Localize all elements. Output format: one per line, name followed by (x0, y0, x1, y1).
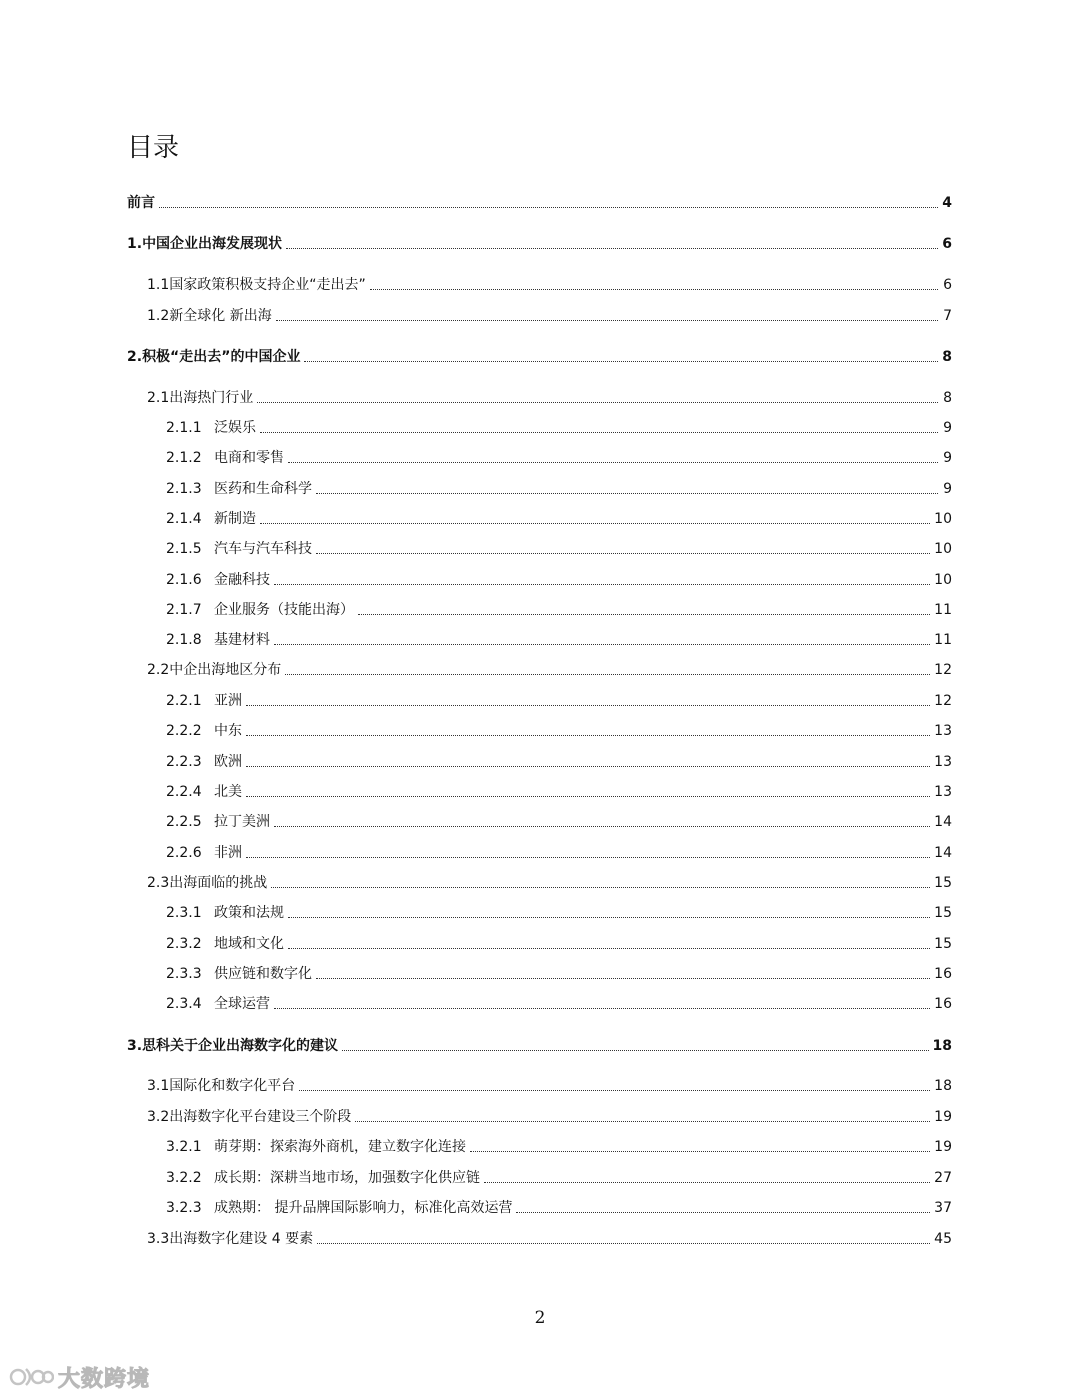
toc-entry-number: 2.2.2 (166, 723, 202, 739)
toc-entry-heading (147, 1229, 313, 1249)
toc-entry-page: 6 (942, 236, 952, 252)
toc-entry-heading (166, 964, 312, 984)
toc-entry-label: 金融科技 (214, 572, 270, 588)
toc-entry-number: 3.2 (147, 1109, 170, 1125)
toc-entry-heading (166, 1168, 480, 1188)
toc-entry-label: 国际化和数字化平台 (169, 1078, 296, 1094)
toc-entry-heading (166, 479, 312, 499)
toc-entry[interactable] (0, 871, 1080, 893)
toc-dot-leader (316, 977, 930, 979)
toc-dot-leader (246, 704, 930, 706)
toc-entry-heading (166, 994, 270, 1014)
toc-entry-label: 思科关于企业出海数字化的建议 (142, 1038, 339, 1054)
toc-entry-label: 亚洲 (214, 693, 242, 709)
toc-dot-leader (342, 1049, 928, 1051)
toc-entry[interactable] (0, 537, 1080, 559)
toc-entry-label: 基建材料 (214, 632, 270, 648)
toc-entry-label: 出海面临的挑战 (169, 875, 268, 891)
toc-dot-leader (257, 401, 938, 403)
toc-entry[interactable] (0, 810, 1080, 832)
toc-entry-page: 45 (934, 1231, 952, 1247)
toc-entry-page: 7 (943, 308, 952, 324)
toc-entry-label: 政策和法规 (214, 905, 284, 921)
toc-entry-number: 2.3.1 (166, 905, 202, 921)
toc-entry-heading (166, 1137, 466, 1157)
toc-entry-page: 8 (942, 349, 952, 365)
toc-entry-heading (166, 539, 312, 559)
toc-entry-number: 2.2.5 (166, 814, 202, 830)
toc-entry-number: 3.2.1 (166, 1139, 202, 1155)
toc-entry-label: 国家政策积极支持企业“走出去” (169, 277, 366, 293)
toc-dot-leader (288, 947, 930, 949)
toc-entry[interactable] (0, 750, 1080, 772)
toc-entry-page: 6 (943, 277, 952, 293)
toc-entry-heading (166, 448, 284, 468)
toc-entry-label: 泛娱乐 (214, 420, 256, 436)
toc-entry-label: 新全球化 新出海 (169, 308, 272, 324)
toc-dot-leader (246, 856, 930, 858)
toc-entry-heading (127, 234, 282, 254)
toc-entry-heading (147, 1107, 351, 1127)
toc-entry-number: 2.1.7 (166, 602, 202, 618)
toc-entry-page: 10 (934, 511, 952, 527)
toc-entry-label: 出海热门行业 (169, 390, 254, 406)
toc-dot-leader (260, 431, 938, 433)
toc-dot-leader (286, 247, 938, 249)
toc-entry[interactable] (0, 477, 1080, 499)
toc-entry-label: 中企出海地区分布 (169, 662, 282, 678)
toc-dot-leader (317, 1242, 930, 1244)
toc-entry-label: 前言 (127, 195, 155, 211)
toc-entry-label: 成熟期： 提升品牌国际影响力，标准化高效运营 (214, 1200, 513, 1216)
toc-entry-label: 企业服务（技能出海） (214, 602, 354, 618)
toc-entry-label: 欧洲 (214, 754, 242, 770)
toc-entry-page: 15 (934, 905, 952, 921)
toc-entry-page: 11 (934, 602, 952, 618)
toc-entry-heading (166, 721, 242, 741)
toc-entry-page: 14 (934, 845, 952, 861)
toc-entry-number: 2.1.6 (166, 572, 202, 588)
toc-entry-page: 19 (934, 1109, 952, 1125)
toc-entry-page: 13 (934, 754, 952, 770)
toc-dot-leader (274, 825, 930, 827)
toc-dot-leader (484, 1181, 930, 1183)
toc-dot-leader (516, 1211, 930, 1213)
toc-entry[interactable] (0, 1135, 1080, 1157)
toc-entry-page: 27 (934, 1170, 952, 1186)
toc-dot-leader (274, 583, 930, 585)
toc-entry-page: 19 (934, 1139, 952, 1155)
toc-entry-page: 9 (943, 420, 952, 436)
toc-entry[interactable] (0, 1166, 1080, 1188)
toc-entry-label: 积极“走出去”的中国企业 (142, 349, 301, 365)
toc-entry-label: 拉丁美洲 (214, 814, 270, 830)
toc-dot-leader (274, 643, 930, 645)
toc-dot-leader (316, 492, 938, 494)
page-title: 目录 (127, 133, 180, 163)
toc-entry-number: 2.3.4 (166, 996, 202, 1012)
toc-entry[interactable] (0, 304, 1080, 326)
toc-entry-page: 13 (934, 723, 952, 739)
toc-entry-heading (166, 1198, 512, 1218)
toc-entry-heading (147, 275, 366, 295)
toc-entry-page: 18 (932, 1038, 952, 1054)
toc-dot-leader (355, 1120, 930, 1122)
toc-entry-page: 18 (934, 1078, 952, 1094)
toc-entry-number: 2.2.4 (166, 784, 202, 800)
toc-entry-label: 非洲 (214, 845, 242, 861)
toc-entry[interactable] (0, 507, 1080, 529)
toc-dot-leader (288, 916, 930, 918)
toc-entry-number: 3.2.2 (166, 1170, 202, 1186)
toc-entry-number: 2.2 (147, 662, 170, 678)
toc-dot-leader (276, 319, 938, 321)
toc-entry-number: 3.2.3 (166, 1200, 202, 1216)
toc-entry-heading (166, 782, 242, 802)
toc-entry[interactable] (0, 191, 1080, 213)
toc-entry-label: 萌芽期：探索海外商机，建立数字化连接 (214, 1139, 466, 1155)
toc-entry-number: 2.2.1 (166, 693, 202, 709)
toc-entry[interactable] (0, 780, 1080, 802)
toc-entry-heading (166, 934, 284, 954)
toc-entry-number: 2.1.4 (166, 511, 202, 527)
toc-entry-label: 供应链和数字化 (214, 966, 312, 982)
toc-dot-leader (304, 360, 938, 362)
toc-entry-page: 8 (943, 390, 952, 406)
toc-entry-heading (127, 1036, 338, 1056)
toc-entry-heading (147, 1076, 295, 1096)
toc-entry[interactable] (0, 719, 1080, 741)
toc-entry-label: 出海数字化建设 4 要素 (169, 1231, 314, 1247)
toc-entry-heading (166, 752, 242, 772)
toc-entry[interactable] (0, 1227, 1080, 1249)
toc-entry[interactable] (0, 416, 1080, 438)
toc-entry-page: 12 (934, 662, 952, 678)
toc-entry[interactable] (0, 658, 1080, 680)
toc-entry-heading (166, 570, 270, 590)
toc-entry-label: 地域和文化 (214, 936, 284, 952)
toc-entry-page: 15 (934, 936, 952, 952)
toc-dot-leader (285, 673, 930, 675)
toc-entry-number: 2.1.5 (166, 541, 202, 557)
toc-entry[interactable] (0, 932, 1080, 954)
toc-entry-label: 成长期：深耕当地市场，加强数字化供应链 (214, 1170, 480, 1186)
toc-entry-label: 电商和零售 (214, 450, 284, 466)
toc-entry[interactable] (0, 1105, 1080, 1127)
toc-entry[interactable] (0, 628, 1080, 650)
toc-entry-page: 16 (934, 996, 952, 1012)
toc-dot-leader (470, 1150, 930, 1152)
toc-entry-heading (166, 812, 270, 832)
toc-entry-number: 2.2.6 (166, 845, 202, 861)
toc-entry[interactable] (0, 841, 1080, 863)
toc-dot-leader (358, 613, 930, 615)
toc-dot-leader (159, 206, 938, 208)
toc-entry-number: 1. (127, 236, 143, 252)
toc-entry[interactable] (0, 1074, 1080, 1096)
toc-entry-page: 10 (934, 541, 952, 557)
toc-dot-leader (316, 552, 930, 554)
toc-dot-leader (246, 795, 930, 797)
toc-entry-label: 新制造 (214, 511, 256, 527)
toc-dot-leader (288, 461, 938, 463)
toc-entry-number: 3.3 (147, 1231, 170, 1247)
toc-entry-label: 中国企业出海发展现状 (142, 236, 283, 252)
toc-entry-number: 1.2 (147, 308, 170, 324)
toc-entry-number: 2.3.3 (166, 966, 202, 982)
toc-entry-heading (147, 388, 253, 408)
toc-entry-number: 2.2.3 (166, 754, 202, 770)
toc-entry-number: 2.1.3 (166, 481, 202, 497)
toc-entry-number: 1.1 (147, 277, 170, 293)
toc-entry[interactable] (0, 1196, 1080, 1218)
toc-entry-label: 全球运营 (214, 996, 270, 1012)
toc-entry-page: 4 (942, 195, 952, 211)
toc-entry-number: 2.1 (147, 390, 170, 406)
toc-entry-label: 北美 (214, 784, 242, 800)
watermark (8, 1362, 150, 1392)
watermark-text: 大数跨境 (58, 1366, 151, 1392)
watermark-logo-icon (8, 1363, 54, 1391)
toc-entry-heading (166, 509, 256, 529)
toc-entry[interactable] (0, 1034, 1080, 1056)
toc-dot-leader (246, 765, 930, 767)
toc-entry-heading (127, 193, 155, 213)
toc-dot-leader (299, 1089, 930, 1091)
toc-entry-heading (147, 873, 267, 893)
toc-entry-number: 2.3 (147, 875, 170, 891)
toc-entry-page: 37 (934, 1200, 952, 1216)
toc-entry[interactable] (0, 689, 1080, 711)
toc-entry[interactable] (0, 345, 1080, 367)
toc-dot-leader (246, 734, 930, 736)
toc-entry[interactable] (0, 568, 1080, 590)
toc-dot-leader (271, 886, 930, 888)
toc-entry[interactable] (0, 273, 1080, 295)
toc-entry-heading (166, 691, 242, 711)
toc-entry[interactable] (0, 386, 1080, 408)
toc-entry[interactable] (0, 446, 1080, 468)
toc-entry-page: 13 (934, 784, 952, 800)
toc-entry[interactable] (0, 901, 1080, 923)
toc-dot-leader (260, 522, 930, 524)
toc-entry-page: 15 (934, 875, 952, 891)
toc-entry-page: 10 (934, 572, 952, 588)
toc-entry-heading (166, 418, 256, 438)
page-number: 2 (534, 1308, 546, 1328)
toc-entry-number: 2.3.2 (166, 936, 202, 952)
toc-entry-page: 12 (934, 693, 952, 709)
toc-entry[interactable] (0, 992, 1080, 1014)
toc-entry-label: 汽车与汽车科技 (214, 541, 312, 557)
toc-entry-heading (147, 306, 272, 326)
toc-entry-heading (166, 630, 270, 650)
toc-entry-number: 2. (127, 349, 143, 365)
toc-entry-heading (166, 903, 284, 923)
toc-entry-number: 3.1 (147, 1078, 170, 1094)
toc-entry[interactable] (0, 962, 1080, 984)
toc-entry-page: 11 (934, 632, 952, 648)
toc-entry-label: 出海数字化平台建设三个阶段 (169, 1109, 352, 1125)
toc-entry-heading (127, 347, 300, 367)
toc-entry-page: 16 (934, 966, 952, 982)
toc-entry-label: 中东 (214, 723, 242, 739)
toc-entry-heading (166, 843, 242, 863)
toc-entry-label: 医药和生命科学 (214, 481, 312, 497)
toc-entry-page: 9 (943, 481, 952, 497)
toc-entry[interactable] (0, 232, 1080, 254)
toc-entry-page: 9 (943, 450, 952, 466)
toc-entry-heading (147, 660, 281, 680)
toc-entry-number: 2.1.2 (166, 450, 202, 466)
toc-entry-number: 2.1.8 (166, 632, 202, 648)
toc-dot-leader (274, 1007, 930, 1009)
toc-entry-number: 3. (127, 1038, 143, 1054)
toc-entry-heading (166, 600, 354, 620)
toc-entry-number: 2.1.1 (166, 420, 202, 436)
toc-entry[interactable] (0, 598, 1080, 620)
toc-entry-page: 14 (934, 814, 952, 830)
toc-dot-leader (370, 288, 938, 290)
